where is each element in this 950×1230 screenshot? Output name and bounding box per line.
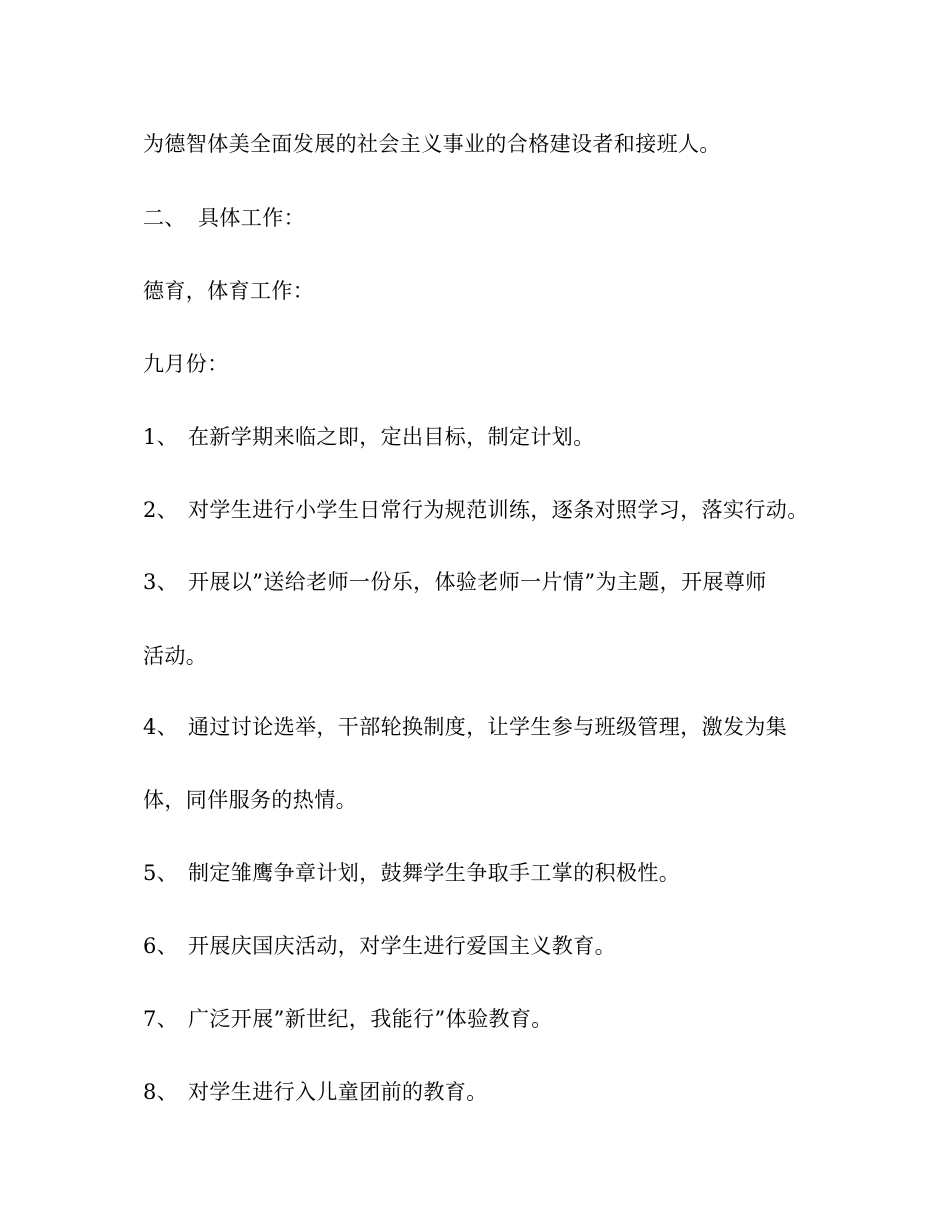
- list-item-text: 广泛开展”新世纪，我能行”体验教育。: [188, 1007, 553, 1031]
- list-item-number: 2、: [143, 498, 179, 522]
- list-item-text: 开展以”送给老师一份乐，体验老师一片情”为主题，开展尊师: [188, 570, 767, 594]
- subheading-text: 九月份：: [143, 352, 229, 376]
- list-item-4-continuation: [143, 787, 357, 813]
- list-item-text: 通过讨论选举，干部轮换制度，让学生参与班级管理，激发为集: [188, 715, 788, 739]
- list-item-3-continuation: [143, 643, 207, 669]
- list-item-number: 8、: [143, 1080, 179, 1104]
- list-item-number: 6、: [143, 934, 179, 958]
- section-heading-specific-work: [143, 205, 305, 231]
- list-item-text: 在新学期来临之即，定出目标，制定计划。: [188, 425, 595, 449]
- list-item-text: 对学生进行小学生日常行为规范训练，逐条对照学习，落实行动。: [188, 498, 809, 522]
- list-item-number: 4、: [143, 715, 179, 739]
- list-item-text: 制定雏鹰争章计划，鼓舞学生争取手工掌的积极性。: [188, 861, 681, 885]
- section-title: 具体工作：: [198, 206, 305, 230]
- paragraph-text: 为德智体美全面发展的社会主义事业的合格建设者和接班人。: [143, 132, 721, 156]
- subheading-text: 德育，体育工作：: [143, 279, 315, 303]
- list-item-text: 对学生进行入儿童团前的教育。: [188, 1080, 488, 1104]
- subheading-september: [143, 351, 229, 377]
- list-item-4: [143, 714, 787, 740]
- list-item-1: [143, 424, 595, 450]
- section-number: 二、: [143, 206, 186, 230]
- list-item-3: [143, 569, 767, 595]
- subheading-moral-sports: [143, 278, 314, 304]
- list-item-number: 3、: [143, 570, 179, 594]
- list-item-5: [143, 860, 680, 886]
- list-item-number: 1、: [143, 425, 179, 449]
- list-item-text: 体，同伴服务的热情。: [143, 788, 357, 812]
- list-item-number: 7、: [143, 1007, 179, 1031]
- list-item-2: [143, 497, 809, 523]
- list-item-number: 5、: [143, 861, 179, 885]
- list-item-8: [143, 1079, 488, 1105]
- list-item-text: 开展庆国庆活动，对学生进行爱国主义教育。: [188, 934, 616, 958]
- list-item-7: [143, 1006, 553, 1032]
- paragraph-intro-continuation: [143, 131, 721, 157]
- list-item-text: 活动。: [143, 644, 208, 668]
- list-item-6: [143, 933, 616, 959]
